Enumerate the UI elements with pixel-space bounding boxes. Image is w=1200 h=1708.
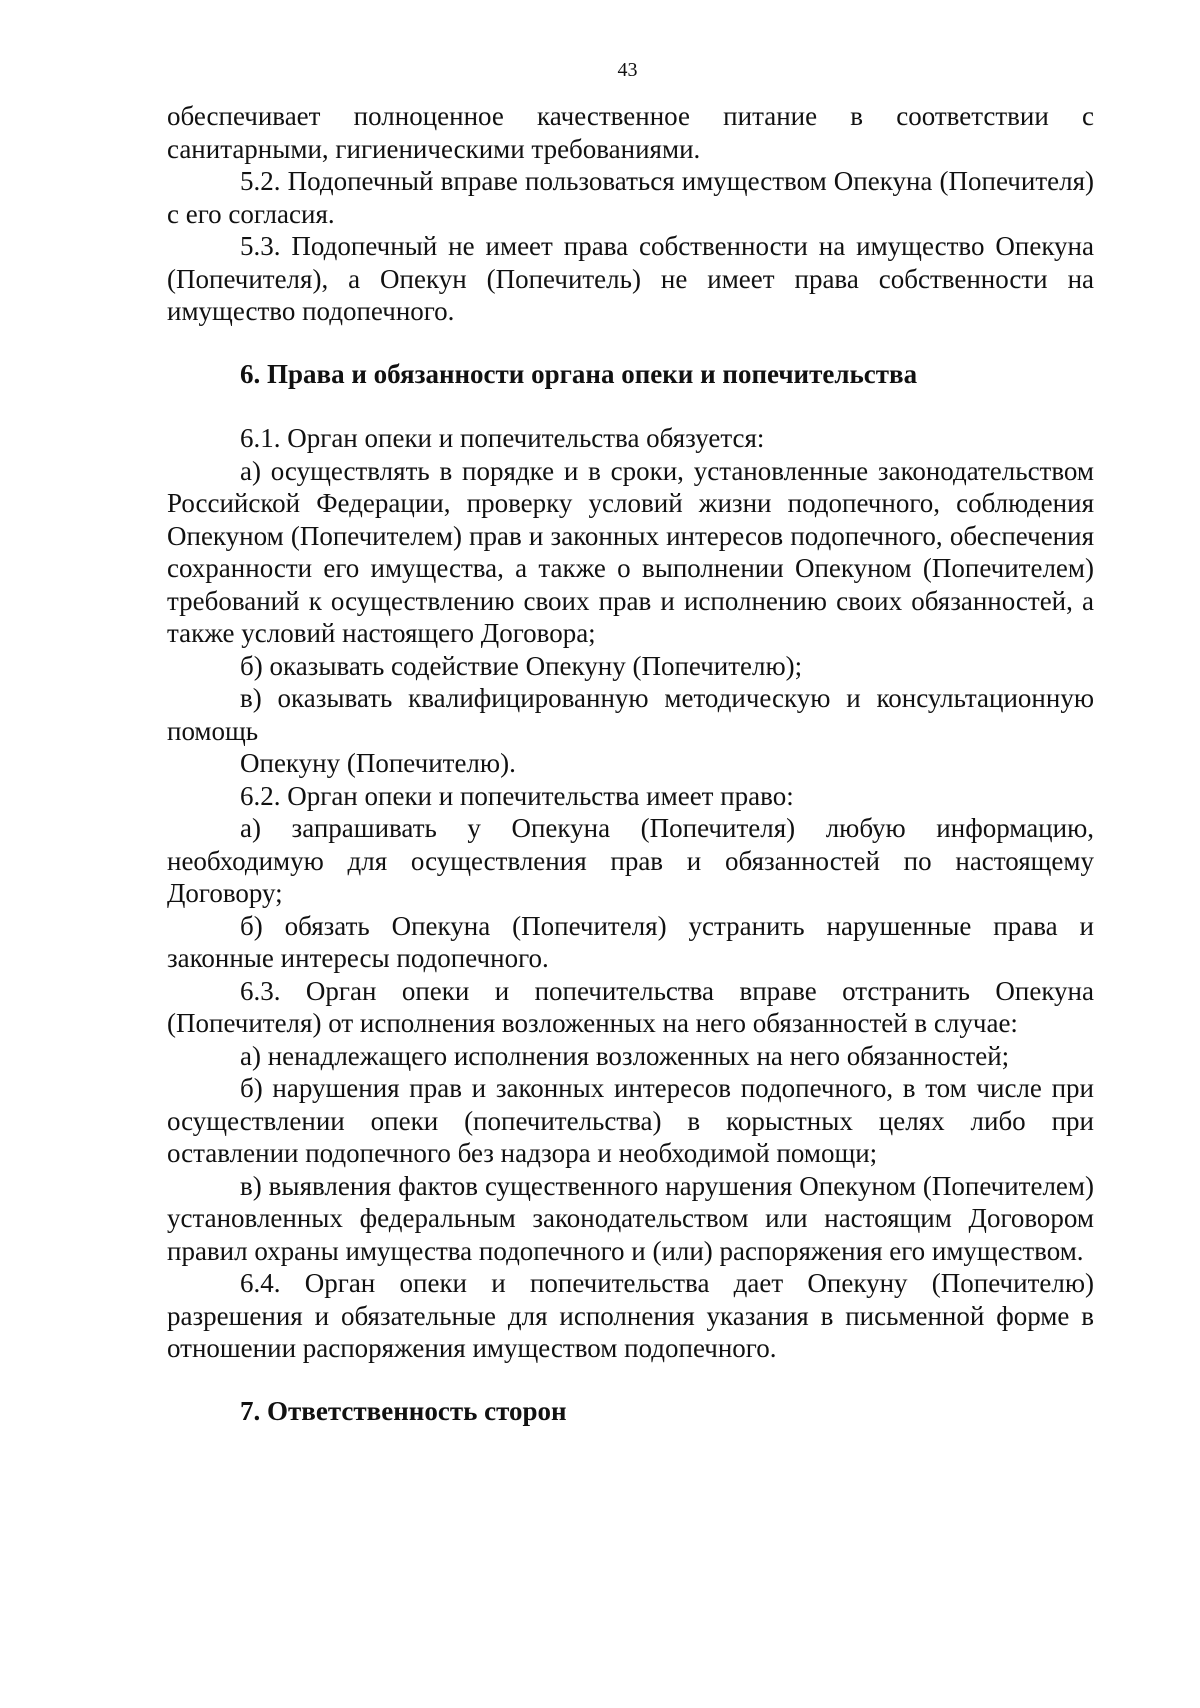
paragraph-6-3-a: а) ненадлежащего исполнения возложенных на него обязанностей; [240, 1040, 1010, 1071]
section-7-heading: 7. Ответственность сторон [240, 1395, 567, 1426]
paragraph-6-2-b: б) обязать Опекуна (Попечителя) устранить нарушенные права и законные интересы подопечного. [167, 910, 1094, 973]
paragraph-6-1-a: а) осуществлять в порядке и в сроки, установленные законодательством Российской Федерации, проверку условий жизни подопечного, соблюдения Опекуном (Попечителем) прав и законных интересов подопечного, обеспечения сохранности его имущества, а также о выполнении Опекуном (Попечителем) требований к осуществлению своих прав и исполнению своих обязанностей, а также условий настоящего Договора; [167, 455, 1094, 648]
paragraph-6-2-a: а) запрашивать у Опекуна (Попечителя) любую информацию, необходимую для осуществления прав и обязанностей по настоящему Договору; [167, 813, 1094, 908]
paragraph-5-3: 5.3. Подопечный не имеет права собственности на имущество Опекуна (Попечителя), а Опекун (Попечитель) не имеет права собственности на имущество подопечного. [167, 231, 1094, 326]
paragraph-6-1-c-continuation: Опекуну (Попечителю). [240, 748, 516, 778]
paragraph-6-3: 6.3. Орган опеки и попечительства вправе отстранить Опекуна (Попечителя) от исполнения возложенных на него обязанностей в случае: [167, 975, 1094, 1038]
section-6-heading: 6. Права и обязанности органа опеки и попечительства [240, 358, 918, 389]
paragraph-6-1-b: б) оказывать содействие Опекуну (Попечителю); [240, 650, 803, 681]
paragraph-6-2: 6.2. Орган опеки и попечительства имеет право: [240, 780, 794, 811]
document-body [167, 100, 1094, 1427]
paragraph-6-1-c: в) оказывать квалифицированную методическую и консультационную помощь [167, 683, 1094, 746]
paragraph-5-2: 5.2. Подопечный вправе пользоваться имуществом Опекуна (Попечителя) с его согласия. [167, 166, 1094, 229]
paragraph-6-3-b: б) нарушения прав и законных интересов подопечного, в том числе при осуществлении опеки (попечительства) в корыстных целях либо при оставлении подопечного без надзора и необходимой помощи; [167, 1073, 1094, 1168]
paragraph-6-4: 6.4. Орган опеки и попечительства дает Опекуну (Попечителю) разрешения и обязательные для исполнения указания в письменной форме в отношении распоряжения имуществом подопечного. [167, 1268, 1094, 1363]
paragraph-5-1-continuation: обеспечивает полноценное качественное питание в соответствии с санитарными, гигиеническими требованиями. [167, 101, 1094, 164]
page-number: 43 [617, 59, 638, 81]
paragraph-6-3-c: в) выявления фактов существенного нарушения Опекуном (Попечителем) установленных федеральным законодательством или настоящим Договором правил охраны имущества подопечного и (или) распоряжения его имуществом. [167, 1170, 1094, 1266]
paragraph-6-1: 6.1. Орган опеки и попечительства обязуется: [240, 423, 765, 453]
